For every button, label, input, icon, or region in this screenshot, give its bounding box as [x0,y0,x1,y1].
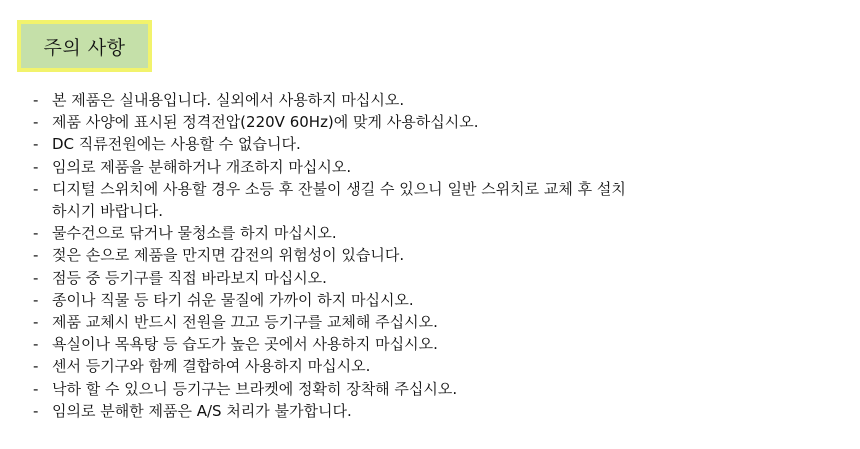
bullet-dash: - [33,313,39,332]
list-item [33,111,845,133]
bullet-dash: - [33,401,39,420]
list-item [33,222,845,244]
heading-box [17,20,152,72]
bullet-dash: - [33,246,39,265]
bullet-dash: - [33,113,39,132]
list-item-text: 본 제품은 실내용입니다. 실외에서 사용하지 마십시오. [52,91,405,109]
list-item [33,133,845,155]
list-item-text: 종이나 직물 등 타기 쉬운 물질에 가까이 하지 마십시오. [52,290,414,309]
bullet-dash: - [33,224,39,243]
bullet-dash: - [33,268,39,287]
page-title: 주의 사항 [43,36,126,59]
list-item [33,244,845,266]
bullet-dash: - [33,335,39,354]
list-item [33,178,845,222]
list-item [33,333,845,355]
list-item-text: 센서 등기구와 함께 결합하여 사용하지 마십시오. [52,357,371,376]
list-item-text: 욕실이나 목욕탕 등 습도가 높은 곳에서 사용하지 마십시오. [52,335,438,354]
list-item [33,400,845,422]
list-item [33,311,845,333]
bullet-dash: - [33,135,39,154]
list-item-text: 제품 교체시 반드시 전원을 끄고 등기구를 교체해 주십시오. [52,313,438,332]
list-item-text: 임의로 제품을 분해하거나 개조하지 마십시오. [52,157,352,176]
bullet-dash: - [33,379,39,398]
list-item [33,156,845,178]
list-item [33,267,845,289]
list-item [33,378,845,400]
bullet-dash: - [33,357,39,376]
list-item-text: DC 직류전원에는 사용할 수 없습니다. [52,135,301,154]
list-item-text: 점등 중 등기구를 직접 바라보지 마십시오. [52,268,327,287]
precautions-list [33,89,845,422]
list-item-text: 젖은 손으로 제품을 만지면 감전의 위험성이 있습니다. [52,246,405,265]
list-item [33,289,845,311]
bullet-dash: - [33,91,39,109]
list-item [33,89,845,111]
bullet-dash: - [33,290,39,309]
list-item-text: 물수건으로 닦거나 물청소를 하지 마십시오. [52,224,337,243]
bullet-dash: - [33,157,39,176]
list-item-text: 제품 사양에 표시된 정격전압(220V 60Hz)에 맞게 사용하십시오. [52,113,479,132]
bullet-dash: - [33,179,39,198]
list-item-text: 임의로 분해한 제품은 A/S 처리가 불가합니다. [52,401,352,420]
list-item [33,355,845,377]
list-item-text: 디지털 스위치에 사용할 경우 소등 후 잔불이 생길 수 있으니 일반 스위치로 교체 후 설치 하시기 바랍니다. [52,179,626,221]
list-item-text: 낙하 할 수 있으니 등기구는 브라켓에 정확히 장착해 주십시오. [52,379,458,398]
